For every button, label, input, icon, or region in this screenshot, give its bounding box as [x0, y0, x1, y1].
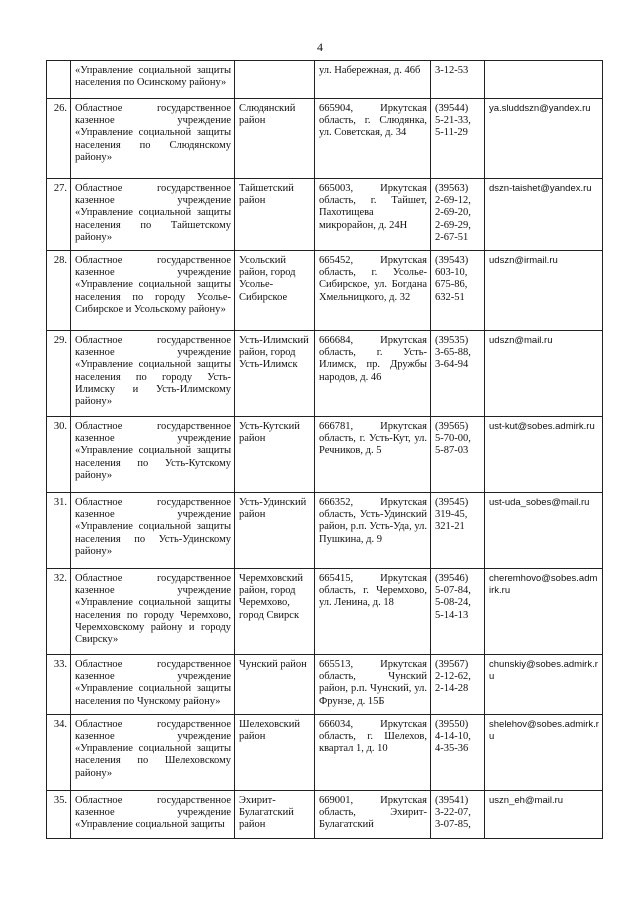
table-row: [47, 179, 603, 251]
district: Усть-Илимский район, город Усть-Илимск: [235, 331, 315, 417]
institution-name: Областное государственное казенное учреждение «Управление социальной защиты: [71, 790, 235, 838]
phones: [431, 655, 485, 715]
phones: [431, 179, 485, 251]
phone-line: 3-07-85,: [435, 819, 471, 831]
phone-line: 2-67-51: [435, 231, 469, 243]
district: Эхирит-Булагатский район: [235, 790, 315, 838]
phone-line: 5-87-03: [435, 445, 469, 457]
institution-name: «Управление социальной защиты населения по Осинскому району»: [71, 61, 235, 99]
phone-line: 632-51: [435, 291, 465, 303]
district: Шелеховский район: [235, 714, 315, 790]
email: cheremhovo@sobes.admirk.ru: [485, 569, 603, 655]
phone-line: 2-69-29,: [435, 219, 471, 231]
row-number: 27.: [47, 179, 71, 251]
address: 665415, Иркутская область, г. Черемхово, ул. Ленина, д. 18: [315, 569, 431, 655]
address: 665003, Иркутская область, г. Тайшет, Пахотищева микрорайон, д. 24Н: [315, 179, 431, 251]
institution-name: Областное государственное казенное учреждение «Управление социальной защиты населения по Слюдянскому району»: [71, 99, 235, 179]
phones: [431, 61, 485, 99]
address: 669001, Иркутская область, Эхирит-Булагатский: [315, 790, 431, 838]
phone-line: 319-45,: [435, 509, 468, 521]
phone-line: (39543): [435, 255, 469, 267]
row-number: 29.: [47, 331, 71, 417]
address: 666781, Иркутская область, г. Усть-Кут, ул. Речников, д. 5: [315, 417, 431, 493]
table-row: [47, 331, 603, 417]
table-row: [47, 790, 603, 838]
address: 666352, Иркутская область, Усть-Удинский район, р.п. Усть-Уда, ул. Пушкина, д. 9: [315, 493, 431, 569]
institution-name: Областное государственное казенное учреждение «Управление социальной защиты населения по Тайшетскому району»: [71, 179, 235, 251]
social-protection-offices-table: [46, 60, 603, 839]
phone-line: 5-21-33,: [435, 115, 471, 127]
phones: [431, 714, 485, 790]
institution-name: Областное государственное казенное учреждение «Управление социальной защиты населения по городу Черемхово, Черемховскому району и городу Свирску»: [71, 569, 235, 655]
row-number: 31.: [47, 493, 71, 569]
phone-line: 5-07-84,: [435, 585, 471, 597]
phone-line: 2-69-12,: [435, 195, 471, 207]
district: Слюдянский район: [235, 99, 315, 179]
district: Черемховский район, город Черемхово, город Свирск: [235, 569, 315, 655]
table-row: [47, 655, 603, 715]
table-row: [47, 493, 603, 569]
phone-line: 3-12-53: [435, 65, 469, 76]
email: ust-uda_sobes@mail.ru: [485, 493, 603, 569]
phone-line: (39544): [435, 103, 469, 114]
table-row: [47, 99, 603, 179]
district: [235, 61, 315, 99]
address: ул. Набережная, д. 46б: [315, 61, 431, 99]
phone-line: 5-11-29: [435, 127, 468, 139]
district: Усольский район, город Усолье-Сибирское: [235, 251, 315, 331]
district: Тайшетский район: [235, 179, 315, 251]
email: uszn_eh@mail.ru: [485, 790, 603, 838]
phone-line: 321-21: [435, 521, 465, 533]
email: [485, 61, 603, 99]
table-row: [47, 61, 603, 99]
phone-line: 2-12-62,: [435, 671, 471, 683]
institution-name: Областное государственное казенное учреждение «Управление социальной защиты населения по Чунскому району»: [71, 655, 235, 715]
institution-name: Областное государственное казенное учреждение «Управление социальной защиты населения по Усть-Удинскому району»: [71, 493, 235, 569]
institution-name: Областное государственное казенное учреждение «Управление социальной защиты населения по Шелеховскому району»: [71, 714, 235, 790]
phone-line: (39545): [435, 497, 469, 509]
email: dszn-taishet@yandex.ru: [485, 179, 603, 251]
phones: [431, 790, 485, 838]
phone-line: (39535): [435, 335, 469, 347]
email: chunskiy@sobes.admirk.ru: [485, 655, 603, 715]
phone-line: 2-14-28: [435, 683, 469, 695]
email: ya.sluddszn@yandex.ru: [485, 99, 603, 179]
district: Усть-Кутский район: [235, 417, 315, 493]
row-number: 35.: [47, 790, 71, 838]
row-number: 28.: [47, 251, 71, 331]
table-row: [47, 417, 603, 493]
phone-line: 3-64-94: [435, 359, 469, 371]
phones: [431, 493, 485, 569]
institution-name: Областное государственное казенное учреждение «Управление социальной защиты населения по городу Усть-Илимску и Усть-Илимскому району»: [71, 331, 235, 417]
phone-line: (39541): [435, 794, 469, 806]
row-number: 33.: [47, 655, 71, 715]
row-number: 26.: [47, 99, 71, 179]
email: udszn@mail.ru: [485, 331, 603, 417]
institution-name: Областное государственное казенное учреждение «Управление социальной защиты населения по городу Усолье-Сибирское и Усольскому району»: [71, 251, 235, 331]
phone-line: (39567): [435, 659, 469, 671]
district: Чунский район: [235, 655, 315, 715]
address: 666034, Иркутская область, г. Шелехов, квартал 1, д. 10: [315, 714, 431, 790]
phone-line: (39550): [435, 718, 469, 730]
phones: [431, 331, 485, 417]
address: 666684, Иркутская область, г. Усть-Илимск, пр. Дружбы народов, д. 46: [315, 331, 431, 417]
phones: [431, 251, 485, 331]
phone-line: 2-69-20,: [435, 207, 471, 219]
phones: [431, 99, 485, 179]
row-number: 34.: [47, 714, 71, 790]
phone-line: 603-10,: [435, 267, 468, 279]
phone-line: 4-14-10,: [435, 731, 471, 743]
phone-line: 5-14-13: [435, 609, 469, 621]
phone-line: 5-08-24,: [435, 597, 471, 609]
institution-name: Областное государственное казенное учреждение «Управление социальной защиты населения по Усть-Кутскому району»: [71, 417, 235, 493]
email: udszn@irmail.ru: [485, 251, 603, 331]
phone-line: 4-35-36: [435, 743, 469, 755]
email: shelehov@sobes.admirk.ru: [485, 714, 603, 790]
table-row: [47, 569, 603, 655]
phone-line: (39565): [435, 421, 469, 433]
email: ust-kut@sobes.admirk.ru: [485, 417, 603, 493]
phones: [431, 417, 485, 493]
row-number: 32.: [47, 569, 71, 655]
phone-line: 3-22-07,: [435, 807, 471, 819]
phones: [431, 569, 485, 655]
phone-line: 675-86,: [435, 279, 468, 291]
address: 665904, Иркутская область, г. Слюдянка, ул. Советская, д. 34: [315, 99, 431, 179]
district: Усть-Удинский район: [235, 493, 315, 569]
address: 665513, Иркутская область, Чунский район, р.п. Чунский, ул. Фрунзе, д. 15Б: [315, 655, 431, 715]
phone-line: (39563): [435, 183, 469, 194]
page-number: 4: [317, 40, 323, 54]
phone-line: (39546): [435, 573, 469, 585]
phone-line: 5-70-00,: [435, 433, 471, 445]
table-row: [47, 251, 603, 331]
address: 665452, Иркутская область, г. Усолье-Сибирское, ул. Богдана Хмельницкого, д. 32: [315, 251, 431, 331]
table-row: [47, 714, 603, 790]
phone-line: 3-65-88,: [435, 347, 471, 359]
row-number: 30.: [47, 417, 71, 493]
row-number: [47, 61, 71, 99]
